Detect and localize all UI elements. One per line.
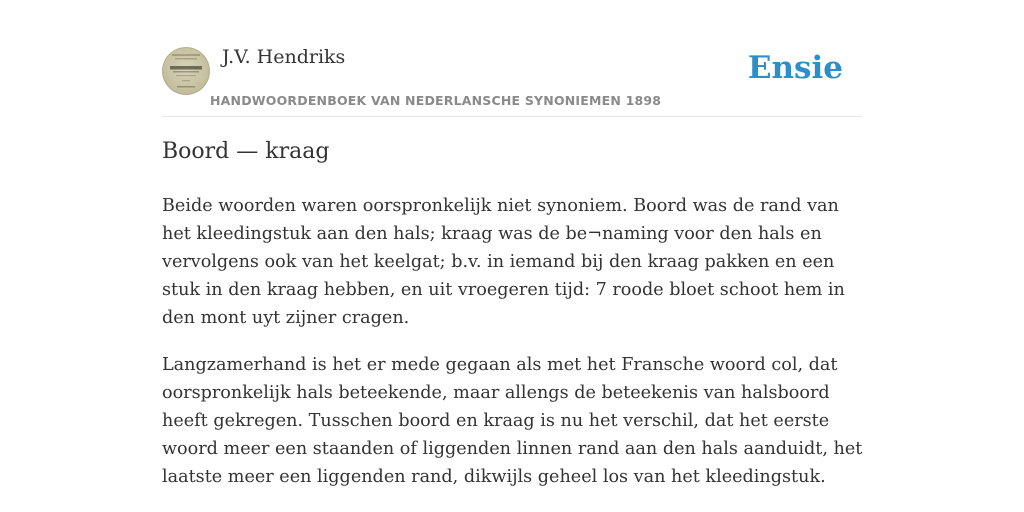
author-name[interactable]: J.V. Hendriks [222,46,346,68]
entry-paragraph: Beide woorden waren oorspronkelijk niet synoniem. Boord was de rand van het kleedingstuk aan den hals; kraag was de be¬naming voor den hals en vervolgens ook van het keelgat; b.v. in iemand bij den kraag pakken en een stuk in den kraag hebben, en uit vroegeren tijd: 7 roode bloet schoot hem in den mont uyt zijner cragen. [162,196,845,328]
book-cover-icon [162,47,210,95]
entry-body [162,192,866,510]
entry-header [162,46,862,117]
source-book-cover-icon[interactable] [162,47,210,95]
entry-paragraph: Langzamerhand is het er mede gegaan als met het Fransche woord col, dat oorspronkelijk hals beteekende, maar allengs de beteekenis van halsboord heeft gekregen. Tusschen boord en kraag is nu het verschil, dat het eerste woord meer een staanden of liggenden linnen rand aan den hals aanduidt, het laatste meer een liggenden rand, dikwijls geheel los van het kleedingstuk. [162,355,863,487]
ensie-logo[interactable]: Ensie [747,50,843,86]
entry-title: Boord — kraag [162,139,330,164]
source-title[interactable]: HANDWOORDENBOEK VAN NEDERLANSCHE SYNONIEMEN 1898 [210,93,662,108]
